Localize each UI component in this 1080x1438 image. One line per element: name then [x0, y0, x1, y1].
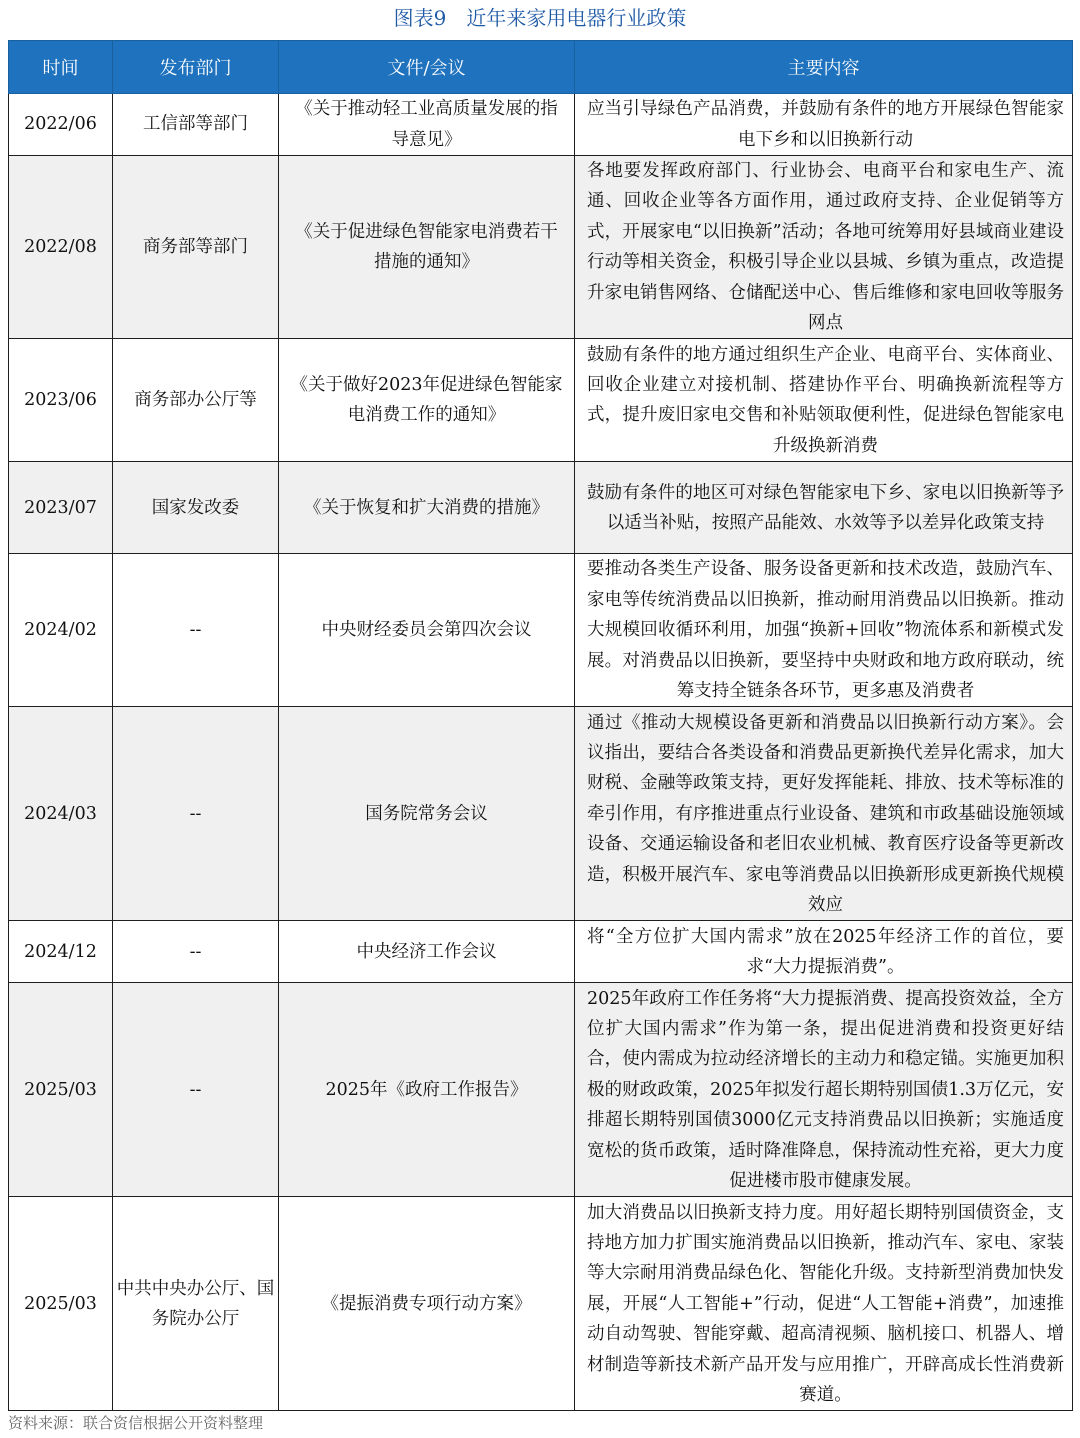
cell-content: 鼓励有条件的地区可对绿色智能家电下乡、家电以旧换新等予以适当补贴，按照产品能效、水效等予以差异化政策支持	[575, 462, 1073, 554]
cell-dept: 商务部等部门	[113, 156, 279, 339]
table-header-row	[9, 41, 1073, 94]
cell-doc: 中央财经委员会第四次会议	[279, 554, 575, 707]
header-dept: 发布部门	[113, 41, 279, 94]
cell-doc: 国务院常务会议	[279, 707, 575, 921]
cell-dept: --	[113, 707, 279, 921]
cell-time: 2025/03	[9, 983, 113, 1197]
cell-doc: 《关于促进绿色智能家电消费若干措施的通知》	[279, 156, 575, 339]
cell-doc: 《关于恢复和扩大消费的措施》	[279, 462, 575, 554]
cell-dept: 商务部办公厅等	[113, 339, 279, 462]
table-row	[9, 921, 1073, 983]
table-row	[9, 707, 1073, 921]
header-time: 时间	[9, 41, 113, 94]
table-row	[9, 1197, 1073, 1411]
cell-dept: 国家发改委	[113, 462, 279, 554]
cell-time: 2022/06	[9, 94, 113, 156]
header-doc: 文件/会议	[279, 41, 575, 94]
cell-dept: 中共中央办公厅、国务院办公厅	[113, 1197, 279, 1411]
cell-time: 2023/07	[9, 462, 113, 554]
header-content: 主要内容	[575, 41, 1073, 94]
cell-content: 应当引导绿色产品消费，并鼓励有条件的地方开展绿色智能家电下乡和以旧换新行动	[575, 94, 1073, 156]
table-row	[9, 554, 1073, 707]
cell-content: 加大消费品以旧换新支持力度。用好超长期特别国债资金，支持地方加力扩围实施消费品以旧换新，推动汽车、家电、家装等大宗耐用消费品绿色化、智能化升级。支持新型消费加快发展，开展“人工智能+”行动，促进“人工智能+消费”，加速推动自动驾驶、智能穿戴、超高清视频、脑机接口、机器人、增材制造等新技术新产品开发与应用推广，开辟高成长性消费新赛道。	[575, 1197, 1073, 1411]
table-row	[9, 339, 1073, 462]
cell-doc: 2025年《政府工作报告》	[279, 983, 575, 1197]
cell-time: 2022/08	[9, 156, 113, 339]
cell-dept: --	[113, 983, 279, 1197]
cell-doc: 《关于推动轻工业高质量发展的指导意见》	[279, 94, 575, 156]
cell-doc: 《提振消费专项行动方案》	[279, 1197, 575, 1411]
cell-doc: 《关于做好2023年促进绿色智能家电消费工作的通知》	[279, 339, 575, 462]
cell-content: 要推动各类生产设备、服务设备更新和技术改造，鼓励汽车、家电等传统消费品以旧换新，推动耐用消费品以旧换新。推动大规模回收循环利用，加强“换新+回收”物流体系和新模式发展。对消费品以旧换新，要坚持中央财政和地方政府联动，统筹支持全链条各环节，更多惠及消费者	[575, 554, 1073, 707]
cell-content: 2025年政府工作任务将“大力提振消费、提高投资效益，全方位扩大国内需求”作为第一条，提出促进消费和投资更好结合，使内需成为拉动经济增长的主动力和稳定锚。实施更加积极的财政政策，2025年拟发行超长期特别国债1.3万亿元，安排超长期特别国债3000亿元支持消费品以旧换新；实施适度宽松的货币政策，适时降准降息，保持流动性充裕，更大力度促进楼市股市健康发展。	[575, 983, 1073, 1197]
cell-content: 鼓励有条件的地方通过组织生产企业、电商平台、实体商业、回收企业建立对接机制、搭建协作平台、明确换新流程等方式，提升废旧家电交售和补贴领取便利性，促进绿色智能家电升级换新消费	[575, 339, 1073, 462]
cell-content: 通过《推动大规模设备更新和消费品以旧换新行动方案》。会议指出，要结合各类设备和消费品更新换代差异化需求，加大财税、金融等政策支持，更好发挥能耗、排放、技术等标准的牵引作用，有序推进重点行业设备、建筑和市政基础设施领域设备、交通运输设备和老旧农业机械、教育医疗设备等更新改造，积极开展汽车、家电等消费品以旧换新形成更新换代规模效应	[575, 707, 1073, 921]
cell-time: 2023/06	[9, 339, 113, 462]
cell-dept: --	[113, 554, 279, 707]
cell-time: 2024/12	[9, 921, 113, 983]
cell-dept: 工信部等部门	[113, 94, 279, 156]
cell-time: 2025/03	[9, 1197, 113, 1411]
source-note: 资料来源：联合资信根据公开资料整理	[8, 1414, 264, 1432]
table-row	[9, 983, 1073, 1197]
figure-caption: 图表9 近年来家用电器行业政策	[393, 6, 687, 30]
cell-time: 2024/02	[9, 554, 113, 707]
cell-doc: 中央经济工作会议	[279, 921, 575, 983]
cell-time: 2024/03	[9, 707, 113, 921]
table-row	[9, 156, 1073, 339]
cell-content: 各地要发挥政府部门、行业协会、电商平台和家电生产、流通、回收企业等各方面作用，通过政府支持、企业促销等方式，开展家电“以旧换新”活动；各地可统筹用好县域商业建设行动等相关资金，积极引导企业以县城、乡镇为重点，改造提升家电销售网络、仓储配送中心、售后维修和家电回收等服务网点	[575, 156, 1073, 339]
cell-content: 将“全方位扩大国内需求”放在2025年经济工作的首位，要求“大力提振消费”。	[575, 921, 1073, 983]
cell-dept: --	[113, 921, 279, 983]
table-row	[9, 94, 1073, 156]
policy-table	[8, 40, 1073, 1411]
table-row	[9, 462, 1073, 554]
